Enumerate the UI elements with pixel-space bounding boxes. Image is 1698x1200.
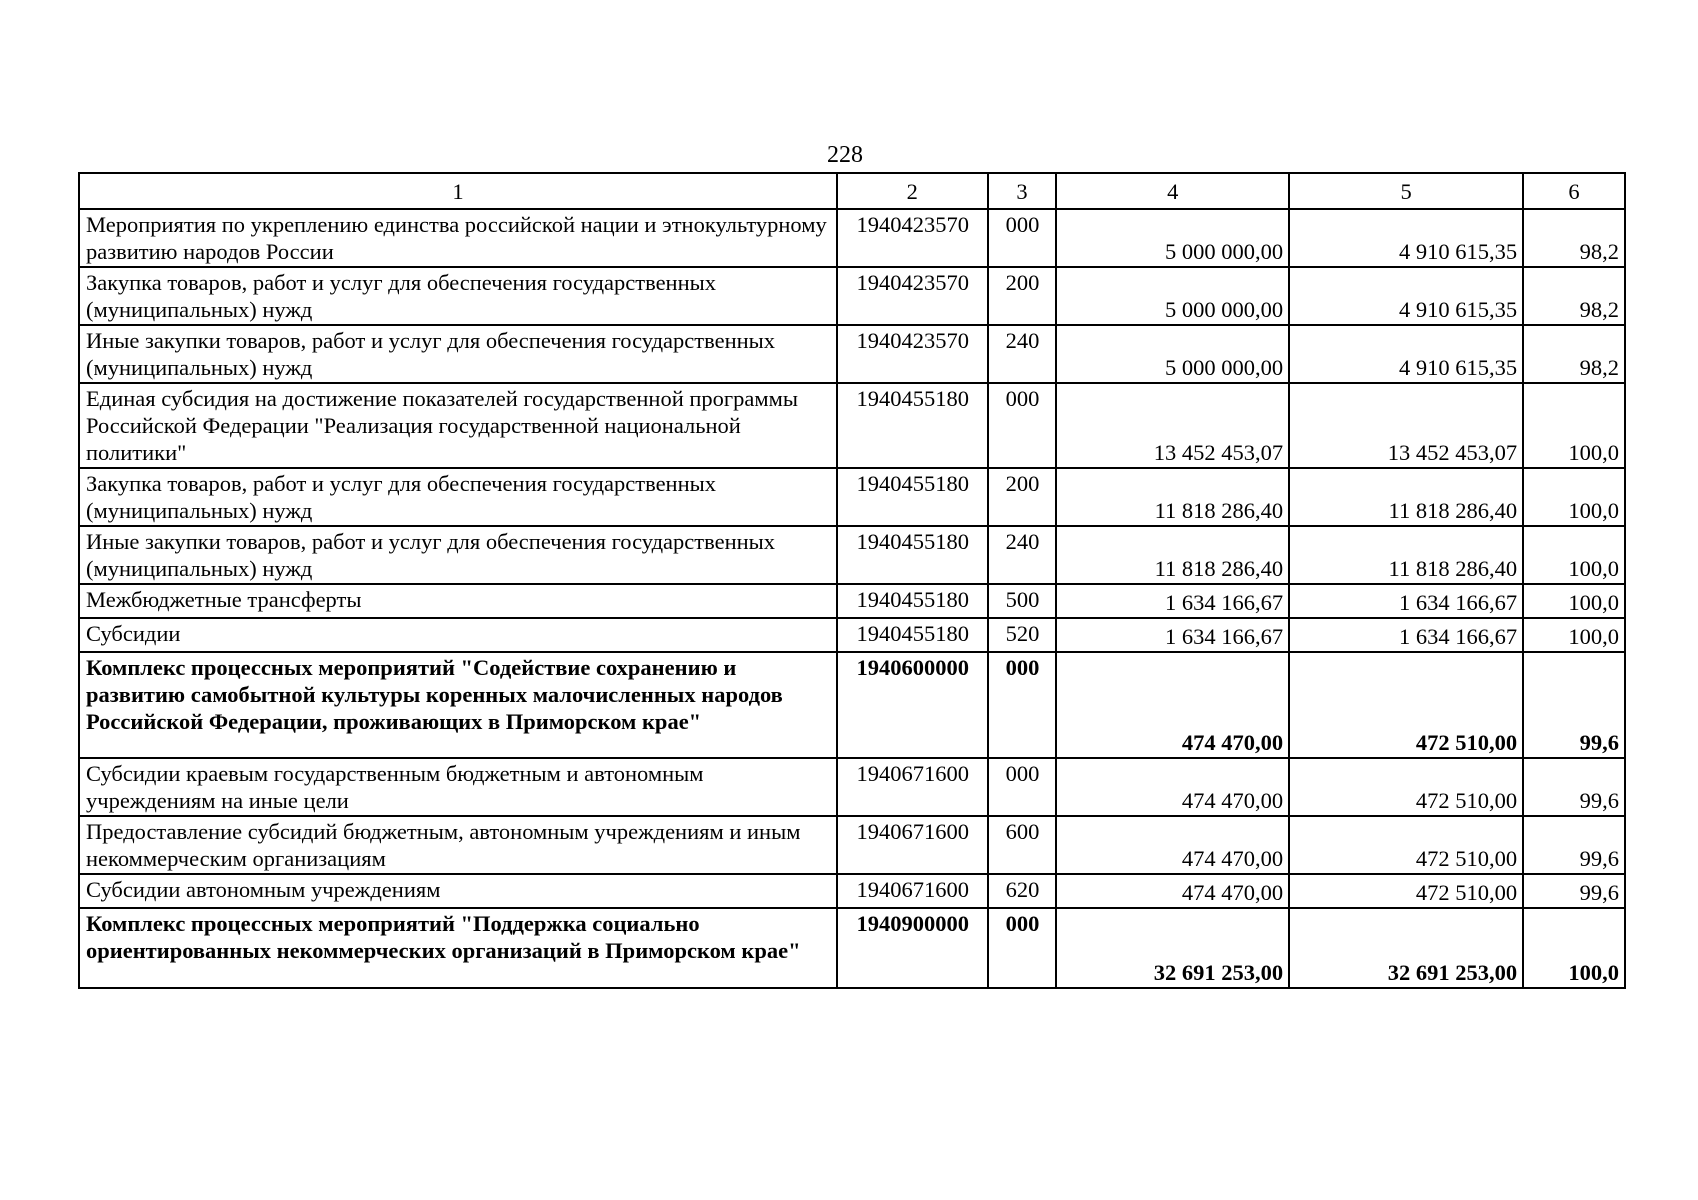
row-fact-amount: 4 910 615,35 [1289,325,1523,383]
header-cell-3: 3 [988,173,1057,209]
row-fact-amount: 13 452 453,07 [1289,383,1523,468]
row-type-cell: 200 [988,267,1057,325]
row-plan-amount: 5 000 000,00 [1056,267,1289,325]
row-name-cell: Единая субсидия на достижение показателей государственной программы Российской Федерации "Реализация государственной национальной политики" [79,383,837,468]
row-type-cell: 000 [988,652,1057,758]
row-code-cell: 1940423570 [837,209,988,267]
table-row [79,383,1625,468]
row-plan-amount: 474 470,00 [1056,758,1289,816]
header-cell-6: 6 [1523,173,1625,209]
row-code-cell: 1940455180 [837,584,988,618]
row-plan-amount: 474 470,00 [1056,874,1289,908]
row-percent: 100,0 [1523,584,1625,618]
row-code-cell: 1940455180 [837,618,988,652]
row-percent: 99,6 [1523,874,1625,908]
row-percent: 100,0 [1523,908,1625,988]
row-code-cell: 1940600000 [837,652,988,758]
row-type-cell: 240 [988,526,1057,584]
row-percent: 100,0 [1523,526,1625,584]
row-plan-amount: 5 000 000,00 [1056,325,1289,383]
row-name-cell: Комплекс процессных мероприятий "Содействие сохранению и развитию самобытной культуры коренных малочисленных народов Российской Федерации, проживающих в Приморском крае" [79,652,837,758]
row-plan-amount: 5 000 000,00 [1056,209,1289,267]
table-row [79,325,1625,383]
row-code-cell: 1940423570 [837,325,988,383]
header-cell-5: 5 [1289,173,1523,209]
row-code-cell: 1940455180 [837,468,988,526]
row-fact-amount: 4 910 615,35 [1289,267,1523,325]
table-row [79,209,1625,267]
row-plan-amount: 11 818 286,40 [1056,526,1289,584]
row-type-cell: 500 [988,584,1057,618]
row-name-cell: Комплекс процессных мероприятий "Поддержка социально ориентированных некоммерческих организаций в Приморском крае" [79,908,837,988]
row-fact-amount: 472 510,00 [1289,874,1523,908]
row-percent: 98,2 [1523,267,1625,325]
row-type-cell: 000 [988,383,1057,468]
row-name-cell: Закупка товаров, работ и услуг для обеспечения государственных (муниципальных) нужд [79,468,837,526]
row-name-cell: Субсидии автономным учреждениям [79,874,837,908]
row-name-cell: Предоставление субсидий бюджетным, автономным учреждениям и иным некоммерческим организациям [79,816,837,874]
row-plan-amount: 474 470,00 [1056,816,1289,874]
row-type-cell: 620 [988,874,1057,908]
row-percent: 100,0 [1523,383,1625,468]
row-code-cell: 1940671600 [837,874,988,908]
row-name-cell: Иные закупки товаров, работ и услуг для обеспечения государственных (муниципальных) нужд [79,526,837,584]
row-fact-amount: 472 510,00 [1289,652,1523,758]
row-type-cell: 200 [988,468,1057,526]
table-row [79,908,1625,988]
header-cell-2: 2 [837,173,988,209]
row-type-cell: 520 [988,618,1057,652]
table-row [79,816,1625,874]
row-fact-amount: 472 510,00 [1289,758,1523,816]
row-fact-amount: 32 691 253,00 [1289,908,1523,988]
row-name-cell: Субсидии [79,618,837,652]
row-plan-amount: 1 634 166,67 [1056,584,1289,618]
row-plan-amount: 474 470,00 [1056,652,1289,758]
row-code-cell: 1940671600 [837,816,988,874]
row-type-cell: 600 [988,816,1057,874]
row-name-cell: Закупка товаров, работ и услуг для обеспечения государственных (муниципальных) нужд [79,267,837,325]
row-percent: 98,2 [1523,209,1625,267]
table-row [79,267,1625,325]
row-percent: 99,6 [1523,758,1625,816]
header-cell-1: 1 [79,173,837,209]
row-plan-amount: 32 691 253,00 [1056,908,1289,988]
table-row [79,652,1625,758]
row-type-cell: 240 [988,325,1057,383]
row-fact-amount: 472 510,00 [1289,816,1523,874]
table-row [79,468,1625,526]
row-fact-amount: 4 910 615,35 [1289,209,1523,267]
table-row [79,584,1625,618]
budget-table [78,172,1626,989]
row-plan-amount: 13 452 453,07 [1056,383,1289,468]
table-row [79,526,1625,584]
row-percent: 100,0 [1523,618,1625,652]
row-code-cell: 1940900000 [837,908,988,988]
row-fact-amount: 11 818 286,40 [1289,526,1523,584]
row-name-cell: Мероприятия по укреплению единства российской нации и этнокультурному развитию народов России [79,209,837,267]
row-name-cell: Иные закупки товаров, работ и услуг для обеспечения государственных (муниципальных) нужд [79,325,837,383]
row-percent: 98,2 [1523,325,1625,383]
row-plan-amount: 11 818 286,40 [1056,468,1289,526]
row-name-cell: Субсидии краевым государственным бюджетным и автономным учреждениям на иные цели [79,758,837,816]
page-number: 228 [827,142,863,168]
row-type-cell: 000 [988,908,1057,988]
table-row [79,874,1625,908]
table-row [79,758,1625,816]
row-percent: 100,0 [1523,468,1625,526]
row-code-cell: 1940455180 [837,526,988,584]
table-row [79,618,1625,652]
header-cell-4: 4 [1056,173,1289,209]
row-fact-amount: 11 818 286,40 [1289,468,1523,526]
row-type-cell: 000 [988,758,1057,816]
row-percent: 99,6 [1523,816,1625,874]
row-percent: 99,6 [1523,652,1625,758]
row-code-cell: 1940671600 [837,758,988,816]
row-fact-amount: 1 634 166,67 [1289,584,1523,618]
row-type-cell: 000 [988,209,1057,267]
row-code-cell: 1940423570 [837,267,988,325]
row-name-cell: Межбюджетные трансферты [79,584,837,618]
row-plan-amount: 1 634 166,67 [1056,618,1289,652]
header-row [79,173,1625,209]
row-code-cell: 1940455180 [837,383,988,468]
row-fact-amount: 1 634 166,67 [1289,618,1523,652]
